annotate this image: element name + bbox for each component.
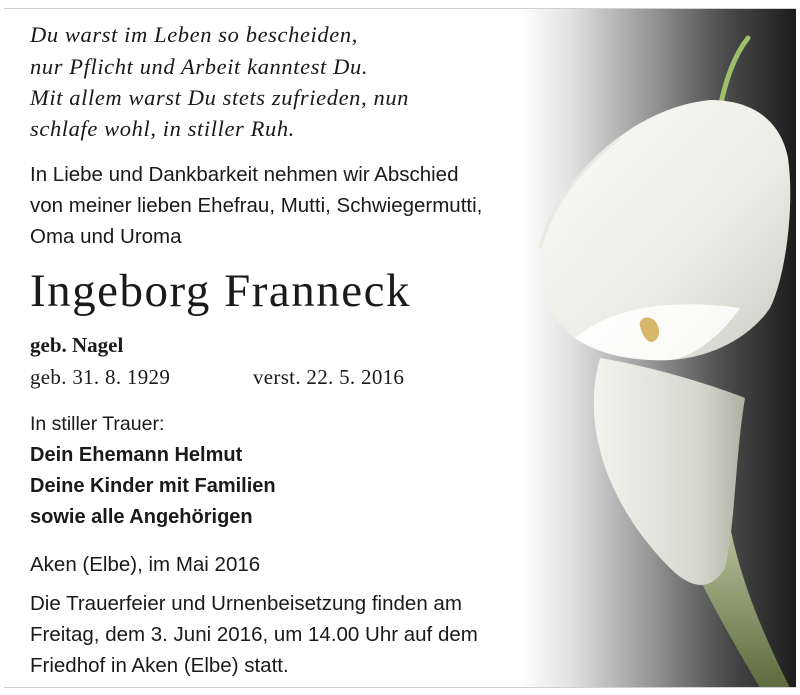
mourners-label: In stiller Trauer: — [30, 413, 165, 435]
place-date: Aken (Elbe), im Mai 2016 — [30, 553, 261, 576]
intro-line-2: von meiner lieben Ehefrau, Mutti, Schwiegermutti, — [30, 194, 483, 217]
funeral-line-1: Die Trauerfeier und Urnenbeisetzung finden am — [30, 592, 462, 615]
calla-lily-photo — [520, 8, 796, 688]
funeral-line-2: Freitag, dem 3. Juni 2016, um 14.00 Uhr auf dem — [30, 623, 478, 646]
deceased-name: Ingeborg Franneck — [30, 265, 411, 317]
maiden-name: geb. Nagel — [30, 333, 124, 357]
poem-line-3: Mit allem warst Du stets zufrieden, nun — [30, 85, 410, 110]
poem-line-4: schlafe wohl, in stiller Ruh. — [30, 116, 295, 141]
mourner-line-1: Dein Ehemann Helmut — [30, 444, 243, 466]
calla-lily-icon — [520, 8, 796, 688]
death-date: verst. 22. 5. 2016 — [253, 365, 405, 389]
intro-line-1: In Liebe und Dankbarkeit nehmen wir Abschied — [30, 163, 459, 186]
funeral-line-3: Friedhof in Aken (Elbe) statt. — [30, 654, 289, 677]
birth-date: geb. 31. 8. 1929 — [30, 365, 171, 389]
intro-line-3: Oma und Uroma — [30, 225, 182, 248]
poem-line-1: Du warst im Leben so bescheiden, — [30, 22, 358, 47]
mourner-line-3: sowie alle Angehörigen — [30, 506, 253, 528]
mourner-line-2: Deine Kinder mit Familien — [30, 475, 276, 497]
poem-line-2: nur Pflicht und Arbeit kanntest Du. — [30, 54, 369, 79]
